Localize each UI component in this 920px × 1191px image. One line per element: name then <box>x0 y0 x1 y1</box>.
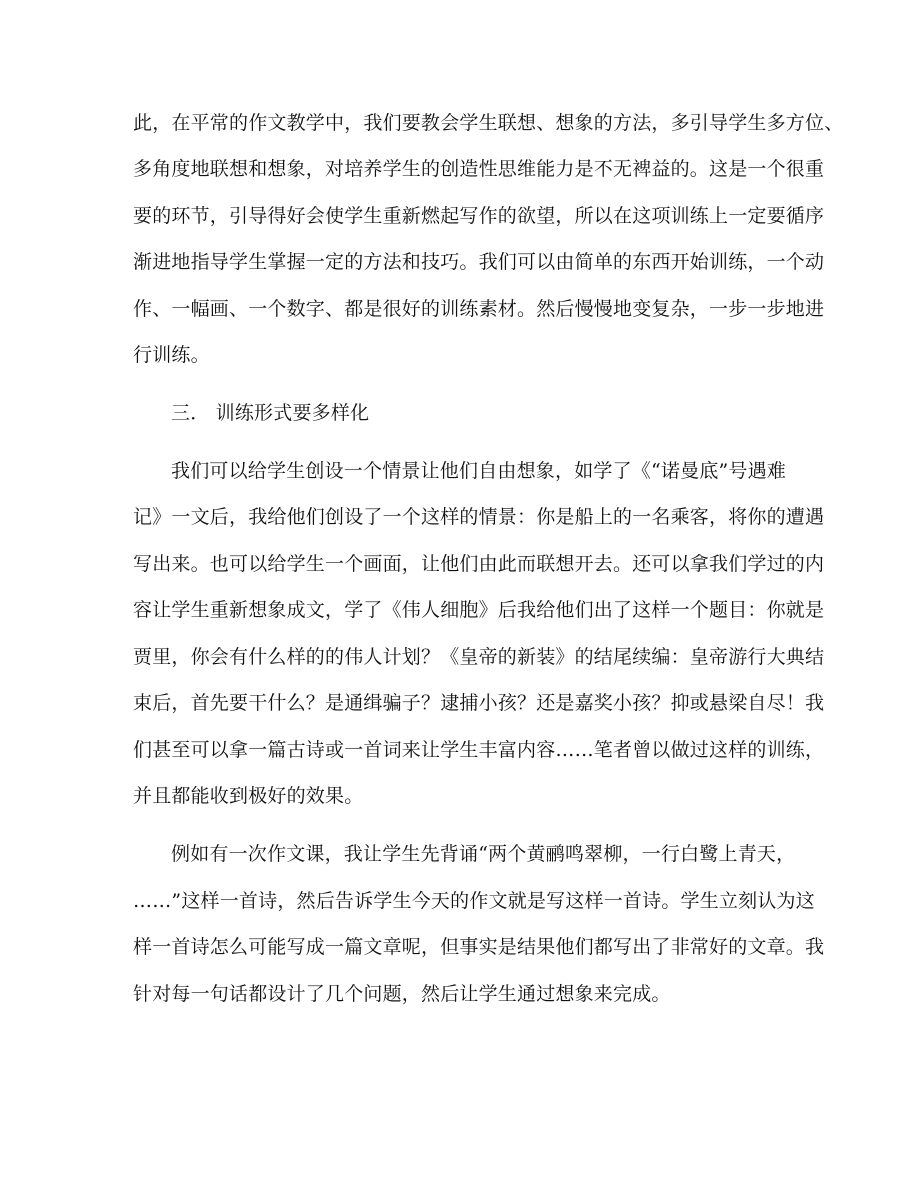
section-heading: 三． 训练形式要多样化 <box>171 402 370 424</box>
paragraph-1-line-4: 渐进地指导学生掌握一定的方法和技巧。我们可以由简单的东西开始训练，一个动 <box>133 251 825 273</box>
paragraph-2-line-2: 记》一文后，我给他们创设了一个这样的情景：你是船上的一名乘客，将你的遭遇 <box>133 506 825 528</box>
paragraph-2-line-1: 我们可以给学生创设一个情景让他们自由想象，如学了《“诺曼底”号遇难 <box>171 460 787 482</box>
paragraph-1-line-1: 此，在平常的作文教学中，我们要教会学生联想、想象的方法，多引导学生多方位、 <box>133 112 844 134</box>
paragraph-1-line-3: 要的环节，引导得好会使学生重新燃起写作的欲望，所以在这项训练上一定要循序 <box>133 205 825 227</box>
paragraph-2-line-8: 并且都能收到极好的效果。 <box>133 785 364 807</box>
paragraph-1-line-2: 多角度地联想和想象，对培养学生的创造性思维能力是不无裨益的。这是一个很重 <box>133 158 825 180</box>
paragraph-1-line-6: 行训练。 <box>133 344 210 366</box>
paragraph-2-line-5: 贾里，你会有什么样的的伟人计划？《皇帝的新装》的结尾续编：皇帝游行大典结 <box>133 646 825 668</box>
paragraph-2-line-4: 容让学生重新想象成文，学了《伟人细胞》后我给他们出了这样一个题目：你就是 <box>133 599 825 621</box>
paragraph-3-line-4: 针对每一句话都设计了几个问题，然后让学生通过想象来完成。 <box>133 983 671 1005</box>
paragraph-3-line-3: 样一首诗怎么可能写成一篇文章呢，但事实是结果他们都写出了非常好的文章。我 <box>133 936 825 958</box>
paragraph-2-line-3: 写出来。也可以给学生一个画面，让他们由此而联想开去。还可以拿我们学过的内 <box>133 553 825 575</box>
paragraph-2-line-6: 束后，首先要干什么？是通缉骗子？逮捕小孩？还是嘉奖小孩？抑或悬梁自尽！我 <box>133 692 825 714</box>
paragraph-2-line-7: 们甚至可以拿一篇古诗或一首词来让学生丰富内容……笔者曾以做过这样的训练， <box>133 739 825 761</box>
paragraph-3-line-1: 例如有一次作文课，我让学生先背诵“两个黄鹂鸣翠柳，一行白鹭上青天， <box>171 843 796 865</box>
paragraph-1-line-5: 作、一幅画、一个数字、都是很好的训练素材。然后慢慢地变复杂，一步一步地进 <box>133 298 825 320</box>
paragraph-3-line-2: ……”这样一首诗，然后告诉学生今天的作文就是写这样一首诗。学生立刻认为这 <box>133 890 815 912</box>
